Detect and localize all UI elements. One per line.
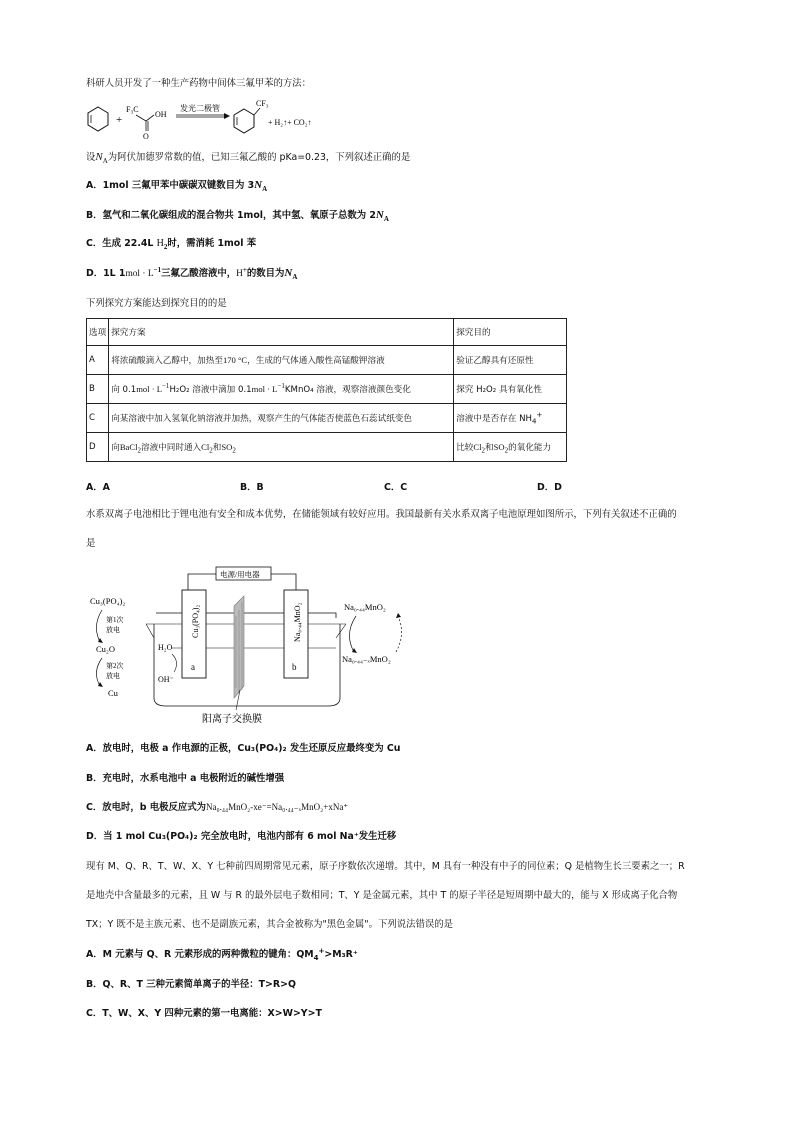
header-option: 选项 (87, 319, 109, 346)
row-plan: 向BaCl$_2$溶液中同时通入$Cl_2$和$SO_2$ (109, 433, 454, 462)
na-sub: A (292, 272, 298, 281)
q1-option-d-post: 的数目为 (246, 268, 285, 279)
q4-option-b: B．Q、R、T 三种元素简单离子的半径：T>R>Q (86, 979, 296, 990)
q4-option-c: C．T、W、X、Y 四种元素的第一电离能：X>W>Y>T (86, 1008, 322, 1019)
q1-option-b (86, 208, 389, 223)
acid-oh: OH (155, 110, 167, 119)
reaction-arrow-icon (224, 113, 230, 119)
q1-option-a-text: A．1mol 三氟甲苯中碳碳双键数目为 3 (86, 180, 255, 191)
svg-text:第2次: 第2次 (106, 662, 124, 670)
na-sub: A (262, 184, 268, 193)
row-option: C (87, 404, 109, 433)
membrane-label: 阳离子交换膜 (202, 714, 262, 725)
row-plan: 向 $0.1mol \cdot L^{-1}H_2O_2$ 溶液中滴加 $0.1mol \cdot L^{-1}KMnO_4$ 溶液，观察溶液颜色变化 (109, 375, 454, 404)
row-option: D (87, 433, 109, 462)
table-header-row (87, 319, 567, 346)
product-cf3: CF₃ (256, 99, 269, 108)
q1-option-b-text: B．氢气和二氧化碳组成的混合物共 1mol，其中氢、氧原子总数为 2 (86, 210, 376, 221)
q1-option-a (86, 178, 267, 193)
h2-formula: H (156, 238, 164, 249)
q2-answer-d: D．D (537, 482, 562, 493)
q3-option-a: A．放电时，电极 a 作电源的正极，Cu₃(PO₄)₂ 发生还原反应最终变为 Cu (86, 743, 401, 754)
table-row (87, 404, 567, 433)
electrode-equation: Na₀.₄₄MnO₂-xe⁻=Na₀.₄₄₋ₓMnO₂+xNa⁺ (205, 802, 349, 812)
q4-line3: TX；Y 既不是主族元素、也不是副族元素，其合金被称为"黑色金属"。下列说法错误的是 (86, 919, 453, 930)
svg-text:Cu₂O: Cu₂O (96, 644, 116, 654)
power-label: 电源/用电器 (220, 570, 260, 579)
label-a: a (191, 662, 195, 672)
table-row (87, 433, 567, 462)
q2-table (86, 318, 567, 462)
label-b: b (292, 662, 297, 672)
q1-option-d: D．1L $1mol \cdot L^{-1}$三氟乙酸溶液中，H+的数目为$N_A$ (86, 265, 298, 281)
row-goal: 探究 H₂O₂ 具有氧化性 (454, 375, 567, 404)
q4-option-a-post: >M₃R⁺ (324, 949, 358, 960)
battery-diagram (86, 558, 426, 728)
header-plan: 探究方案 (109, 319, 454, 346)
q1-option-c-pre: C．生成 22.4L (86, 238, 157, 249)
q1-option-c-post: 时，需消耗 1mol 苯 (167, 238, 257, 249)
q4-option-a: A．M 元素与 Q、R 元素形成的两种微粒的键角：$QM_4^+>M_3R^+$ (86, 946, 358, 962)
h-ion: H (236, 269, 243, 279)
acid-o: O (143, 132, 149, 141)
na-symbol: N (254, 179, 263, 191)
arrow-condition: 发光二极管 (180, 104, 220, 113)
right-electrode-label: Na₀.₄₄MnO₂ (293, 602, 302, 642)
q2-intro: 下列探究方案能达到探究目的的是 (86, 298, 227, 309)
row-plan: 向某溶液中加入氢氧化钠溶液并加热，观察产生的气体能否使蓝色石蕊试纸变色 (109, 404, 454, 433)
q3-option-b: B．充电时，水系电池中 a 电极附近的碱性增强 (86, 773, 285, 784)
row-option: B (87, 375, 109, 404)
byproducts: + H₂↑+ CO₂↑ (268, 118, 312, 127)
svg-text:Na₀.₄₄₋ₓMnO₂: Na₀.₄₄₋ₓMnO₂ (342, 654, 391, 664)
reagent-label: F₃C (126, 105, 139, 114)
q2-answer-a: A．A (86, 482, 110, 493)
q3-option-c (86, 800, 348, 815)
q1-stem (86, 150, 410, 165)
na-symbol: N (95, 151, 103, 163)
q1-intro: 科研人员开发了一种生产药物中间体三氟甲苯的方法： (86, 78, 312, 89)
row-goal: 验证乙醇具有还原性 (454, 346, 567, 375)
left-electrode-label: Cu₃(PO₄)₂ (191, 604, 200, 638)
na-sub: A (383, 214, 389, 223)
table-row (87, 375, 567, 404)
q3-option-c-pre: C．放电时，b 电极反应式为 (86, 802, 206, 813)
q1-option-d-mid: 三氟乙酸溶液中， (161, 268, 237, 279)
svg-text:Na₀.₄₄MnO₂: Na₀.₄₄MnO₂ (344, 602, 386, 612)
table-row (87, 346, 567, 375)
q3-option-d: D．当 1 mol Cu₃(PO₄)₂ 完全放电时，电池内部有 6 mol Na⁺发生迁移 (86, 831, 397, 842)
svg-text:Cu₃(PO₄)₂: Cu₃(PO₄)₂ (90, 596, 126, 606)
row-plan: 将浓硫酸滴入乙醇中，加热至170 °C，生成的气体通入酸性高锰酸钾溶液 (109, 346, 454, 375)
row-goal: 比较$Cl_2$和$SO_2$的氧化能力 (454, 433, 567, 462)
hydroxide-label: OH⁻ (158, 675, 174, 684)
q4-line1: 现有 M、Q、R、T、W、X、Y 七种前四周期常见元素，原子序数依次递增。其中，M 具有一种没有中子的同位素；Q 是植物生长三要素之一；R (86, 861, 685, 872)
concentration-unit: mol · L (125, 269, 154, 279)
q3-intro-line2: 是 (86, 538, 96, 549)
na-symbol: N (284, 267, 293, 279)
q2-answer-c: C．C (384, 482, 408, 493)
na-symbol: N (375, 209, 384, 221)
svg-text:+: + (116, 114, 123, 126)
header-goal: 探究目的 (454, 319, 567, 346)
q1-stem-pre: 设 (86, 152, 96, 163)
q4-option-a-pre: A．M 元素与 Q、R 元素形成的两种微粒的键角：QM (86, 949, 314, 960)
row-option: A (87, 346, 109, 375)
row-goal: 溶液中是否存在 $NH_4^+$ (454, 404, 567, 433)
q2-answer-b: B．B (240, 482, 264, 493)
q1-stem-text: 为阿伏加德罗常数的值，已知三氟乙酸的 pKa=0.23，下列叙述正确的是 (107, 152, 411, 163)
reaction-scheme (84, 95, 384, 145)
q1-option-c: C．生成 22.4L $H_2$时，需消耗 1mol 苯 (86, 238, 257, 251)
svg-text:放电: 放电 (106, 626, 120, 634)
na-sub: A (102, 156, 108, 165)
q4-line2: 是地壳中含量最多的元素，且 W 与 R 的最外层电子数相同；T、Y 是金属元素，其中 T 的原子半径是短周期中最大的，能与 X 形成离子化合物 (86, 890, 678, 901)
svg-text:第1次: 第1次 (106, 616, 124, 624)
svg-text:Cu: Cu (108, 688, 118, 698)
q1-option-d-pre: D．1L 1 (86, 268, 126, 279)
q3-intro-line1: 水系双离子电池相比于锂电池有安全和成本优势，在储能领域有较好应用。我国最新有关水系双离子电池原理如图所示，下列有关叙述不正确的 (86, 509, 677, 520)
water-label: H₂O (158, 643, 173, 652)
svg-text:放电: 放电 (106, 672, 120, 680)
